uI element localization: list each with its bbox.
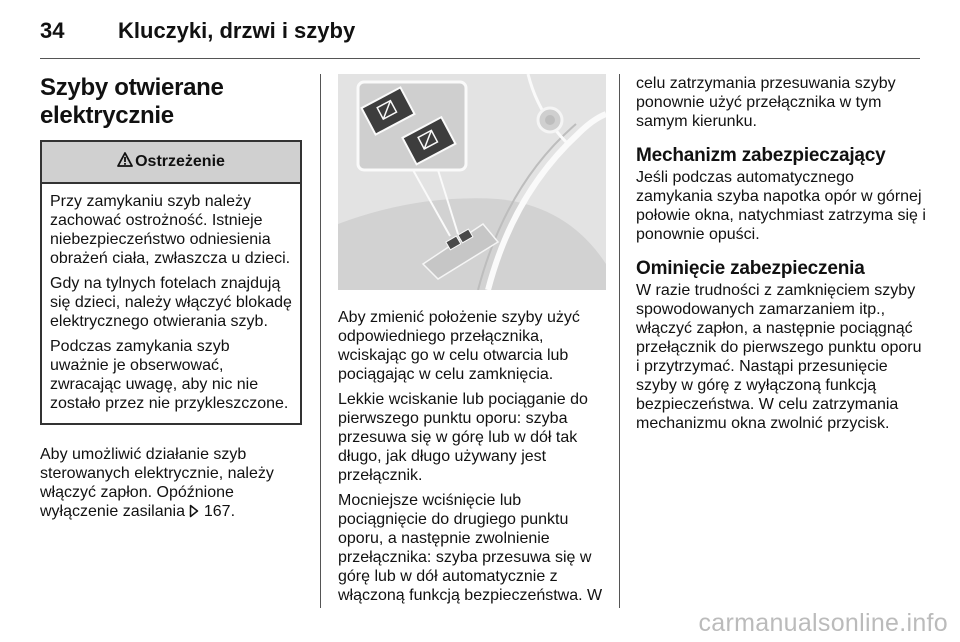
column-1 (40, 74, 302, 529)
body-text: Aby umożliwić działanie szyb sterowanych elektrycznie, należy włączyć zapłon. Opóźnione wyłączenie zasilania (40, 446, 274, 520)
warning-paragraph: Podczas zamykania szyb uważnie je obserwować, zwracając uwagę, aby nic nie zostało przez nie przykleszczone. (50, 338, 289, 412)
column-2 (338, 74, 606, 611)
section-title (40, 74, 302, 130)
section-title-line-1: Szyby otwierane (40, 74, 224, 101)
page-reference[interactable]: 167. (203, 503, 236, 520)
page-header (40, 14, 920, 44)
warning-body (42, 184, 300, 423)
warning-triangle-icon (117, 152, 133, 172)
warning-box (40, 140, 302, 425)
column-3 (636, 74, 926, 433)
watermark: carmanualsonline.info (698, 609, 948, 637)
header-rule (40, 58, 920, 59)
warning-title: Ostrzeżenie (135, 153, 225, 170)
body-paragraph: W razie trudności z zamknięciem szyby spowodowanych zamarzaniem itp., włączyć zapłon, a następnie pociągnąć przełącznik do pierwszego punktu oporu i przytrzymać. Nastąpi przesunięcie szyby w górę z wyłączoną funkcją bezpieczeństwa. W celu zatrzymania mechanizmu okna zwolnić przycisk. (636, 282, 922, 432)
body-paragraph: Jeśli podczas automatycznego zamykania szyba napotka opór w górnej połowie okna, natychmiast zatrzyma się i ponownie opuści. (636, 169, 926, 243)
section-title-line-2: elektrycznie (40, 102, 174, 129)
body-paragraph: Mocniejsze wciśnięcie lub pociągnięcie do drugiego punktu oporu, a następnie zwolnienie przełącznika: szyba przesuwa się w górę lub w dół automatycznie z włączoną funkcją bezpieczeństwa. W (338, 492, 603, 604)
warning-header (42, 142, 300, 184)
door-window-switch-illustration (338, 74, 606, 290)
body-paragraph: celu zatrzymania przesuwania szyby ponownie użyć przełącznika w tym samym kierunku. (636, 75, 896, 130)
page-number: 34 (40, 18, 65, 43)
body-paragraph (40, 445, 302, 523)
subsection-title: Mechanizm zabezpieczający (636, 145, 886, 166)
column-2-text (338, 308, 606, 605)
body-paragraph: Lekkie wciskanie lub pociąganie do pierwszego punktu oporu: szyba przesuwa się w górę lub w dół tak długo, jak długo używany jest przełącznik. (338, 391, 588, 484)
body-paragraph: Aby zmienić położenie szyby użyć odpowiedniego przełącznika, wciskając go w celu otwarcia lub pociągając w celu zamknięcia. (338, 309, 580, 383)
warning-paragraph: Gdy na tylnych fotelach znajdują się dzieci, należy włączyć blokadę elektrycznego otwierania szyb. (50, 275, 292, 330)
chapter-title: Kluczyki, drzwi i szyby (118, 18, 356, 43)
subsection-title: Ominięcie zabezpieczenia (636, 258, 865, 279)
column-divider (320, 74, 321, 608)
warning-paragraph: Przy zamykaniu szyb należy zachować ostrożność. Istnieje niebezpieczeństwo odniesienia obrażeń ciała, zwłaszcza u dzieci. (50, 193, 291, 267)
page-ref-arrow-icon (189, 504, 199, 523)
column-divider (619, 74, 620, 608)
